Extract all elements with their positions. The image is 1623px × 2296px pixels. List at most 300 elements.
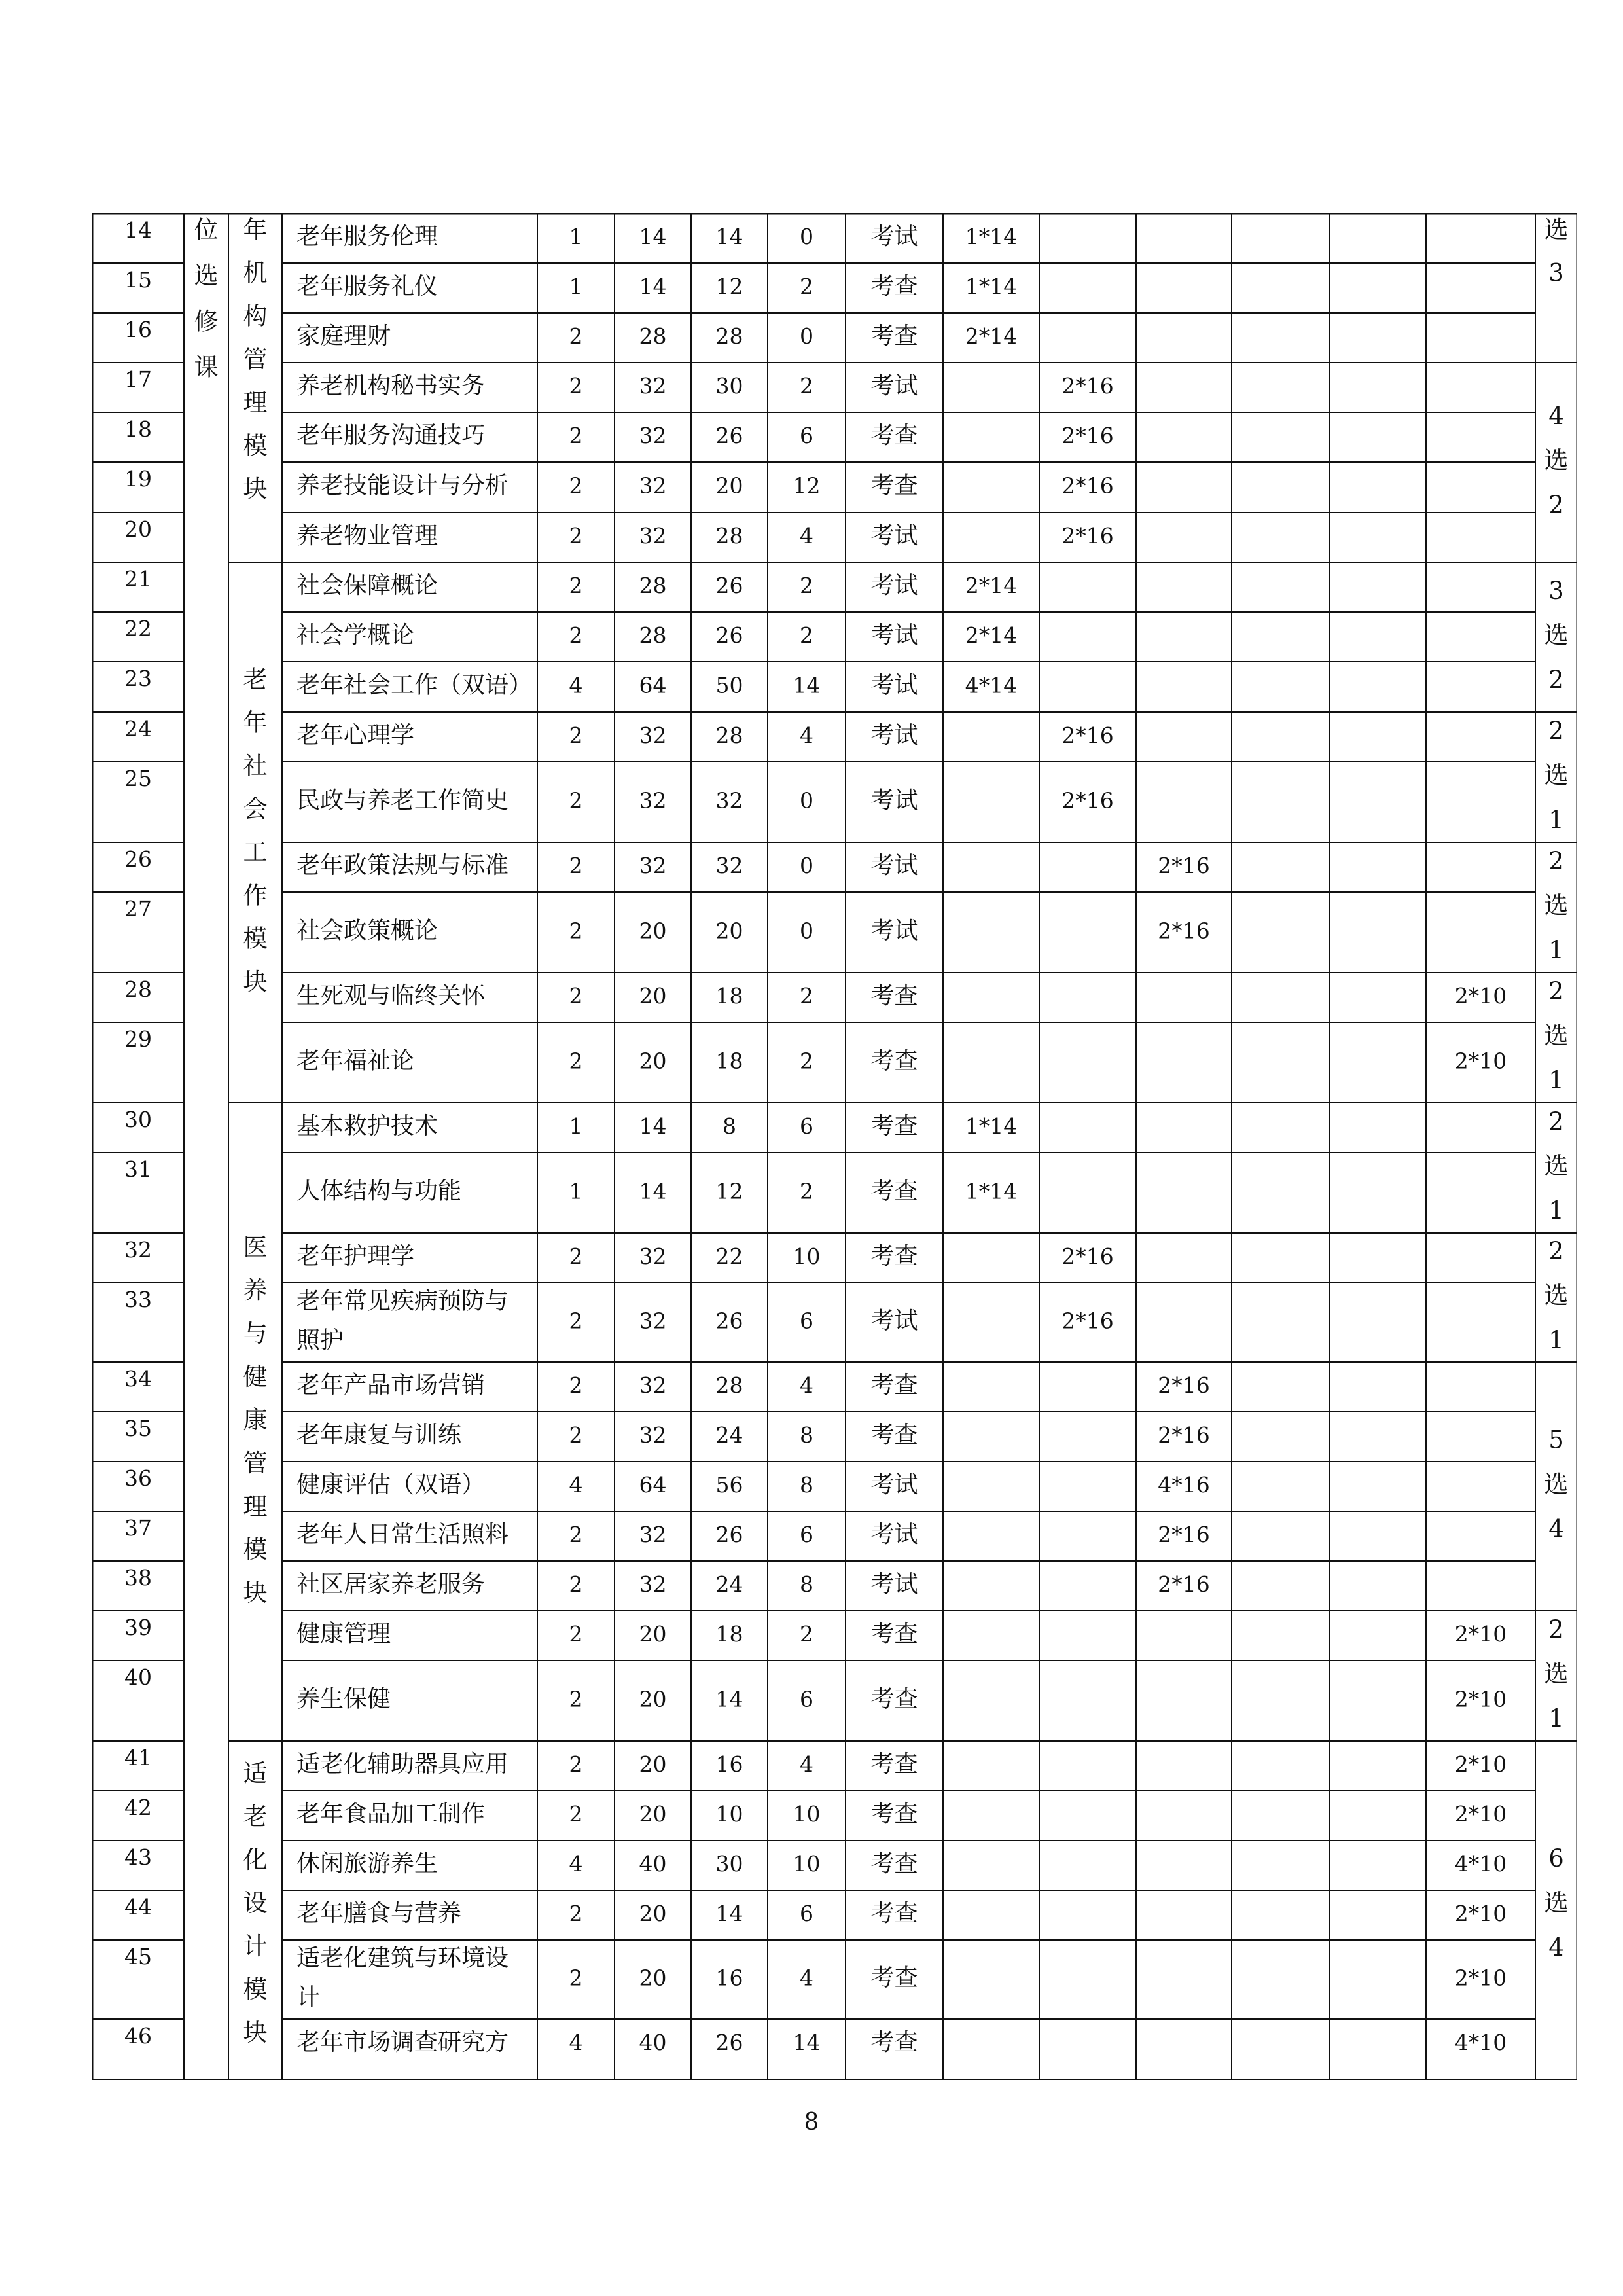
vertical-char: 老 xyxy=(243,1803,268,1831)
total-hours: 20 xyxy=(639,918,667,944)
course-number: 42 xyxy=(124,1795,152,1820)
assessment: 考查 xyxy=(870,323,918,350)
vertical-char: 选 xyxy=(1544,1660,1569,1688)
vertical-char: 2 xyxy=(1548,717,1564,745)
assessment: 考查 xyxy=(870,2029,918,2056)
vertical-char: 1 xyxy=(1548,1326,1564,1354)
vertical-char: 选 xyxy=(1544,1152,1569,1180)
course-name xyxy=(296,1945,508,2011)
course-number: 39 xyxy=(124,1615,152,1640)
assessment: 考试 xyxy=(870,1571,918,1598)
theory-hours: 28 xyxy=(715,723,743,748)
credit: 2 xyxy=(569,573,583,598)
credit: 4 xyxy=(569,2030,583,2055)
elective-label xyxy=(1544,717,1569,834)
semester-hours: 2*10 xyxy=(1454,1048,1507,1074)
credit: 2 xyxy=(569,473,583,499)
theory-hours: 14 xyxy=(715,1686,743,1712)
vertical-char: 2 xyxy=(1548,1107,1564,1136)
vertical-char: 4 xyxy=(1548,1933,1564,1962)
vertical-char: 模 xyxy=(243,431,268,460)
vertical-char: 1 xyxy=(1548,1066,1564,1094)
semester-hours: 2*10 xyxy=(1454,1621,1507,1647)
assessment: 考试 xyxy=(870,372,918,399)
course-name: 老年人日常生活照料 xyxy=(296,1521,509,1548)
practice-hours: 0 xyxy=(800,853,813,878)
theory-hours: 20 xyxy=(715,473,743,499)
vertical-char: 年 xyxy=(243,708,268,737)
semester-hours: 2*10 xyxy=(1454,1751,1507,1777)
semester-hours: 2*14 xyxy=(965,323,1018,349)
course-name: 基本救护技术 xyxy=(296,1113,438,1139)
credit: 2 xyxy=(569,423,583,448)
semester-hours: 2*16 xyxy=(1158,1422,1210,1448)
total-hours: 40 xyxy=(639,1851,667,1876)
assessment: 考查 xyxy=(870,1685,918,1713)
course-name: 社会保障概论 xyxy=(296,572,438,599)
credit: 2 xyxy=(569,622,583,648)
semester-hours: 2*16 xyxy=(1158,1571,1210,1597)
semester-hours: 2*10 xyxy=(1454,1901,1507,1926)
semester-hours: 2*16 xyxy=(1061,373,1114,399)
practice-hours: 2 xyxy=(800,622,813,648)
course-name-line: 老年常见疾病预防与 xyxy=(296,1287,509,1315)
vertical-char: 1 xyxy=(1548,1196,1564,1225)
total-hours: 20 xyxy=(639,983,667,1009)
vertical-char: 构 xyxy=(243,302,268,331)
credit: 2 xyxy=(569,1571,583,1597)
module-label xyxy=(243,1233,268,1607)
vertical-char: 选 xyxy=(1544,891,1569,920)
vertical-char: 块 xyxy=(243,2018,268,2047)
course-name: 养老技能设计与分析 xyxy=(296,472,509,499)
credit: 2 xyxy=(569,1686,583,1712)
assessment: 考查 xyxy=(870,1422,918,1448)
assessment: 考查 xyxy=(870,1243,918,1270)
total-hours: 64 xyxy=(639,672,667,698)
semester-hours: 1*14 xyxy=(965,224,1018,249)
semester-hours: 2*16 xyxy=(1061,523,1114,548)
vertical-char: 管 xyxy=(243,345,268,374)
total-hours: 32 xyxy=(639,723,667,748)
course-name: 人体结构与功能 xyxy=(296,1177,462,1205)
course-table xyxy=(92,213,1577,2080)
course-name: 老年产品市场营销 xyxy=(296,1372,486,1399)
semester-hours: 2*10 xyxy=(1454,1686,1507,1712)
course-name: 生死观与临终关怀 xyxy=(296,982,486,1009)
vertical-char: 养 xyxy=(243,1276,268,1304)
total-hours: 20 xyxy=(639,1048,667,1074)
course-name: 休闲旅游养生 xyxy=(296,1850,438,1877)
credit: 2 xyxy=(569,373,583,399)
semester-hours: 2*16 xyxy=(1061,1244,1114,1269)
vertical-char: 3 xyxy=(1548,259,1564,287)
vertical-char: 适 xyxy=(243,1759,268,1787)
course-number: 25 xyxy=(124,766,152,791)
semester-hours: 2*16 xyxy=(1061,723,1114,748)
vertical-char: 选 xyxy=(1544,1889,1569,1917)
total-hours: 32 xyxy=(639,1422,667,1448)
assessment: 考试 xyxy=(870,672,918,699)
module-label xyxy=(243,216,268,503)
semester-hours: 2*16 xyxy=(1061,1308,1114,1334)
theory-hours: 26 xyxy=(715,1308,743,1334)
assessment: 考试 xyxy=(870,572,918,599)
course-number: 14 xyxy=(124,217,152,243)
course-number: 34 xyxy=(124,1366,152,1391)
semester-hours: 2*16 xyxy=(1061,473,1114,499)
vertical-char: 块 xyxy=(243,1579,268,1607)
total-hours: 32 xyxy=(639,1571,667,1597)
credit: 4 xyxy=(569,1472,583,1498)
practice-hours: 2 xyxy=(800,373,813,399)
credit: 1 xyxy=(569,1113,583,1139)
vertical-char: 6 xyxy=(1548,1844,1564,1873)
credit: 2 xyxy=(569,1621,583,1647)
practice-hours: 2 xyxy=(800,573,813,598)
total-hours: 28 xyxy=(639,622,667,648)
credit: 1 xyxy=(569,224,583,249)
module-label xyxy=(243,666,268,996)
vertical-char: 工 xyxy=(243,838,268,867)
theory-hours: 30 xyxy=(715,1851,743,1876)
elective-label xyxy=(1544,1844,1569,1962)
theory-hours: 24 xyxy=(715,1422,743,1448)
theory-hours: 20 xyxy=(715,918,743,944)
credit: 2 xyxy=(569,723,583,748)
practice-hours: 0 xyxy=(800,224,813,249)
semester-hours: 1*14 xyxy=(965,1178,1018,1204)
course-name: 老年膳食与营养 xyxy=(296,1900,462,1927)
assessment: 考查 xyxy=(870,472,918,499)
course-number: 40 xyxy=(124,1664,152,1690)
elective-label xyxy=(1544,847,1569,964)
total-hours: 20 xyxy=(639,1686,667,1712)
vertical-char: 2 xyxy=(1548,977,1564,1005)
vertical-char: 模 xyxy=(243,1535,268,1564)
semester-hours: 2*14 xyxy=(965,573,1018,598)
theory-hours: 10 xyxy=(715,1801,743,1827)
course-name: 老年康复与训练 xyxy=(296,1422,462,1448)
course-name: 养生保健 xyxy=(296,1685,391,1713)
course-number: 15 xyxy=(124,267,152,293)
practice-hours: 0 xyxy=(800,918,813,944)
total-hours: 32 xyxy=(639,787,667,814)
practice-hours: 2 xyxy=(800,1178,813,1204)
practice-hours: 4 xyxy=(800,723,813,748)
course-name: 家庭理财 xyxy=(296,323,391,350)
course-name-line: 照护 xyxy=(296,1327,344,1354)
theory-hours: 28 xyxy=(715,1372,743,1398)
theory-hours: 32 xyxy=(715,787,743,814)
vertical-char: 年 xyxy=(243,215,268,244)
vertical-char: 化 xyxy=(243,1846,268,1874)
credit: 2 xyxy=(569,323,583,349)
elective-label xyxy=(1544,577,1569,694)
course-number: 24 xyxy=(124,716,152,742)
total-hours: 14 xyxy=(639,1113,667,1139)
practice-hours: 2 xyxy=(800,1621,813,1647)
theory-hours: 12 xyxy=(715,1178,743,1204)
course-number: 20 xyxy=(124,516,152,542)
total-hours: 32 xyxy=(639,523,667,548)
course-name xyxy=(296,1288,508,1354)
vertical-char: 设 xyxy=(243,1889,268,1917)
theory-hours: 26 xyxy=(715,622,743,648)
course-name: 养老机构秘书实务 xyxy=(296,372,486,399)
semester-hours: 2*10 xyxy=(1454,983,1507,1009)
vertical-char: 1 xyxy=(1548,1704,1564,1732)
course-number: 21 xyxy=(124,566,152,592)
total-hours: 14 xyxy=(639,274,667,299)
semester-hours: 2*16 xyxy=(1158,853,1210,878)
assessment: 考查 xyxy=(870,1372,918,1399)
practice-hours: 4 xyxy=(800,1965,813,1991)
semester-hours: 4*14 xyxy=(965,672,1018,698)
theory-hours: 24 xyxy=(715,1571,743,1597)
vertical-char: 理 xyxy=(243,1492,268,1520)
course-number: 22 xyxy=(124,616,152,641)
vertical-char: 会 xyxy=(243,795,268,823)
credit: 2 xyxy=(569,983,583,1009)
elective-label xyxy=(1544,1237,1569,1354)
semester-hours: 2*16 xyxy=(1061,787,1114,814)
theory-hours: 28 xyxy=(715,323,743,349)
vertical-char: 块 xyxy=(243,475,268,503)
assessment: 考查 xyxy=(870,1113,918,1139)
assessment: 考查 xyxy=(870,422,918,449)
credit: 2 xyxy=(569,1244,583,1269)
module-label xyxy=(243,1759,268,2047)
total-hours: 20 xyxy=(639,1751,667,1777)
practice-hours: 6 xyxy=(800,1113,813,1139)
total-hours: 28 xyxy=(639,323,667,349)
semester-hours: 2*16 xyxy=(1158,918,1210,944)
course-name: 社会学概论 xyxy=(296,622,415,649)
course-number: 46 xyxy=(124,2023,152,2049)
semester-hours: 2*10 xyxy=(1454,1965,1507,1991)
semester-hours: 2*16 xyxy=(1061,423,1114,448)
theory-hours: 32 xyxy=(715,853,743,878)
credit: 2 xyxy=(569,1801,583,1827)
assessment: 考查 xyxy=(870,1751,918,1778)
course-name-line: 计 xyxy=(296,1984,321,2011)
semester-hours: 2*16 xyxy=(1158,1372,1210,1398)
course-number: 27 xyxy=(124,896,152,922)
theory-hours: 26 xyxy=(715,2030,743,2055)
semester-hours: 2*16 xyxy=(1158,1522,1210,1547)
course-number: 37 xyxy=(124,1515,152,1541)
course-name: 健康管理 xyxy=(296,1621,391,1647)
practice-hours: 14 xyxy=(793,672,821,698)
course-name: 养老物业管理 xyxy=(296,522,438,549)
practice-hours: 8 xyxy=(800,1472,813,1498)
vertical-char: 与 xyxy=(243,1319,268,1348)
assessment: 考查 xyxy=(870,273,918,300)
theory-hours: 26 xyxy=(715,1522,743,1547)
vertical-char: 选 xyxy=(1544,761,1569,789)
practice-hours: 0 xyxy=(800,323,813,349)
course-name: 老年福祉论 xyxy=(296,1047,415,1075)
total-hours: 40 xyxy=(639,2030,667,2055)
credit: 2 xyxy=(569,1751,583,1777)
elective-label xyxy=(1544,1426,1569,1543)
total-hours: 32 xyxy=(639,1308,667,1334)
practice-hours: 10 xyxy=(793,1801,821,1827)
course-name-line: 适老化建筑与环境设 xyxy=(296,1945,509,1972)
theory-hours: 50 xyxy=(715,672,743,698)
credit: 2 xyxy=(569,1965,583,1991)
total-hours: 20 xyxy=(639,1801,667,1827)
credit: 1 xyxy=(569,1178,583,1204)
total-hours: 32 xyxy=(639,1372,667,1398)
practice-hours: 6 xyxy=(800,1686,813,1712)
credit: 2 xyxy=(569,523,583,548)
practice-hours: 6 xyxy=(800,1308,813,1334)
course-name: 社区居家养老服务 xyxy=(296,1571,486,1598)
vertical-char: 位 xyxy=(194,215,219,244)
vertical-char: 块 xyxy=(243,967,268,996)
practice-hours: 4 xyxy=(800,1751,813,1777)
theory-hours: 56 xyxy=(715,1472,743,1498)
course-name: 老年服务礼仪 xyxy=(296,273,438,300)
semester-hours: 4*10 xyxy=(1454,1851,1507,1876)
practice-hours: 2 xyxy=(800,983,813,1009)
theory-hours: 26 xyxy=(715,573,743,598)
vertical-char: 5 xyxy=(1548,1426,1564,1454)
vertical-char: 1 xyxy=(1548,936,1564,964)
total-hours: 32 xyxy=(639,473,667,499)
course-name: 老年食品加工制作 xyxy=(296,1801,486,1827)
course-name: 老年市场调查研究方 xyxy=(296,2029,509,2056)
total-hours: 14 xyxy=(639,1178,667,1204)
course-name: 老年服务伦理 xyxy=(296,223,438,250)
practice-hours: 10 xyxy=(793,1244,821,1269)
practice-hours: 2 xyxy=(800,274,813,299)
credit: 2 xyxy=(569,1372,583,1398)
vertical-char: 2 xyxy=(1548,1237,1564,1265)
course-number: 19 xyxy=(124,466,152,492)
elective-label xyxy=(1544,977,1569,1094)
credit: 2 xyxy=(569,1422,583,1448)
vertical-char: 2 xyxy=(1548,847,1564,875)
assessment: 考试 xyxy=(870,1471,918,1498)
course-number: 36 xyxy=(124,1465,152,1491)
vertical-char: 4 xyxy=(1548,402,1564,430)
vertical-char: 2 xyxy=(1548,1615,1564,1643)
total-hours: 32 xyxy=(639,853,667,878)
theory-hours: 16 xyxy=(715,1751,743,1777)
elective-label xyxy=(1544,402,1569,519)
total-hours: 14 xyxy=(639,224,667,249)
vertical-char: 管 xyxy=(243,1449,268,1477)
theory-hours: 18 xyxy=(715,983,743,1009)
assessment: 考查 xyxy=(870,1047,918,1075)
vertical-char: 机 xyxy=(243,259,268,287)
credit: 2 xyxy=(569,1901,583,1926)
assessment: 考查 xyxy=(870,1900,918,1927)
elective-label xyxy=(1544,216,1569,287)
course-name: 老年心理学 xyxy=(296,722,415,749)
theory-hours: 14 xyxy=(715,224,743,249)
credit: 4 xyxy=(569,672,583,698)
course-number: 28 xyxy=(124,977,152,1002)
theory-hours: 18 xyxy=(715,1048,743,1074)
credit: 2 xyxy=(569,853,583,878)
assessment: 考查 xyxy=(870,982,918,1009)
elective-label xyxy=(1544,1615,1569,1732)
credit: 2 xyxy=(569,918,583,944)
course-name: 老年服务沟通技巧 xyxy=(296,422,486,449)
vertical-char: 选 xyxy=(1544,215,1569,244)
practice-hours: 12 xyxy=(793,473,821,499)
assessment: 考试 xyxy=(870,917,918,944)
assessment: 考查 xyxy=(870,1621,918,1647)
theory-hours: 28 xyxy=(715,523,743,548)
total-hours: 20 xyxy=(639,1965,667,1991)
course-number: 18 xyxy=(124,416,152,442)
assessment: 考查 xyxy=(870,1964,918,1992)
total-hours: 20 xyxy=(639,1621,667,1647)
vertical-char: 2 xyxy=(1548,491,1564,519)
credit: 2 xyxy=(569,1048,583,1074)
vertical-char: 选 xyxy=(1544,1470,1569,1499)
practice-hours: 6 xyxy=(800,1901,813,1926)
course-number: 17 xyxy=(124,367,152,392)
vertical-char: 1 xyxy=(1548,806,1564,834)
course-name: 老年护理学 xyxy=(296,1243,415,1270)
vertical-char: 修 xyxy=(194,307,219,336)
vertical-char: 作 xyxy=(243,881,268,910)
theory-hours: 30 xyxy=(715,373,743,399)
theory-hours: 8 xyxy=(722,1113,736,1139)
vertical-char: 选 xyxy=(1544,446,1569,475)
theory-hours: 12 xyxy=(715,274,743,299)
assessment: 考试 xyxy=(870,622,918,649)
credit: 4 xyxy=(569,1851,583,1876)
practice-hours: 6 xyxy=(800,1522,813,1547)
total-hours: 64 xyxy=(639,1472,667,1498)
course-number: 41 xyxy=(124,1745,152,1770)
vertical-char: 康 xyxy=(243,1406,268,1434)
theory-hours: 26 xyxy=(715,423,743,448)
semester-hours: 1*14 xyxy=(965,274,1018,299)
practice-hours: 0 xyxy=(800,787,813,814)
total-hours: 32 xyxy=(639,373,667,399)
assessment: 考查 xyxy=(870,1177,918,1205)
credit: 2 xyxy=(569,787,583,814)
vertical-char: 3 xyxy=(1548,577,1564,605)
course-name: 老年政策法规与标准 xyxy=(296,852,509,879)
course-number: 31 xyxy=(124,1157,152,1182)
course-number: 45 xyxy=(124,1944,152,1969)
vertical-char: 课 xyxy=(194,353,219,382)
course-number: 16 xyxy=(124,317,152,342)
course-name: 老年社会工作（双语） xyxy=(296,672,533,699)
category-label xyxy=(194,216,219,382)
course-number: 35 xyxy=(124,1416,152,1441)
assessment: 考试 xyxy=(870,1521,918,1548)
assessment: 考试 xyxy=(870,522,918,549)
course-number: 29 xyxy=(124,1026,152,1052)
vertical-char: 选 xyxy=(1544,1282,1569,1310)
theory-hours: 14 xyxy=(715,1901,743,1926)
vertical-char: 医 xyxy=(243,1233,268,1261)
total-hours: 32 xyxy=(639,423,667,448)
course-number: 43 xyxy=(124,1844,152,1870)
assessment: 考试 xyxy=(870,223,918,250)
vertical-char: 4 xyxy=(1548,1515,1564,1543)
